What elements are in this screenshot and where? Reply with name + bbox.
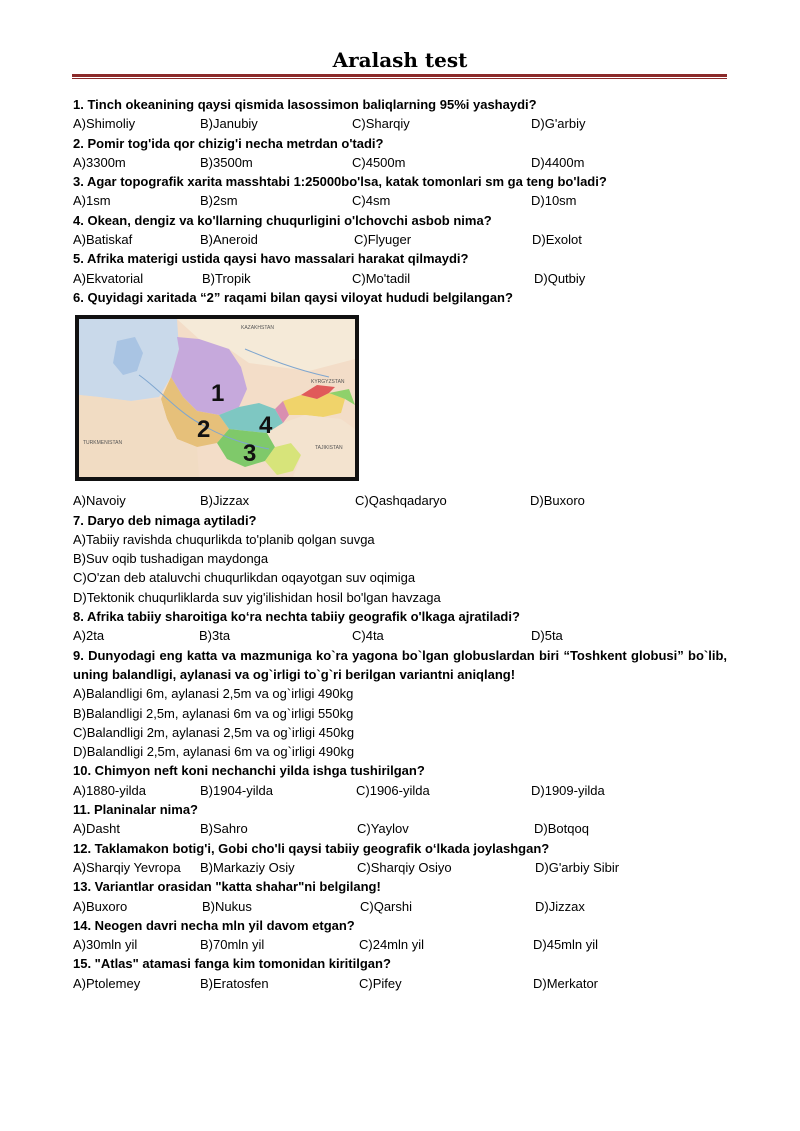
map-number-3: 3 (243, 440, 257, 468)
title-rule-thin (72, 78, 727, 79)
option-row (73, 935, 727, 954)
option-row (73, 153, 727, 172)
option-a[interactable]: A)Buxoro (73, 898, 128, 914)
option-a[interactable]: A)Tabiiy ravishda chuqurlikda to'planib qolgan suvga (73, 531, 375, 547)
option-c[interactable]: C)Pifey (359, 975, 402, 991)
option-b[interactable]: B)Balandligi 2,5m, aylanasi 6m va og`irligi 550kg (73, 705, 354, 721)
option-row (73, 897, 727, 916)
option-b[interactable]: B)Markaziy Osiy (200, 859, 295, 875)
question-text: 9. Dunyodagi eng katta va mazmuniga ko`ra yagona bo`lgan globuslardan biri “Toshkent globusi” bo`lib, uning balandligi, aylanasi va og`irligi to`g`ri berilgan variantni aniqlang! (73, 647, 727, 682)
option-b[interactable]: B)Janubiy (200, 116, 258, 132)
option-row (73, 819, 727, 838)
option-d[interactable]: D)Merkator (533, 975, 599, 991)
option-b[interactable]: B)Tropik (202, 270, 251, 286)
option-d[interactable]: D)G'arbiy Sibir (535, 859, 620, 875)
question-text: 11. Planinalar nima? (73, 802, 198, 818)
question-text: 8. Afrika tabiiy sharoitiga ko‘ra nechta tabiiy geografik o'lkaga ajratiladi? (73, 609, 520, 625)
option-row (73, 626, 727, 645)
option-d[interactable]: D)G'arbiy (531, 116, 586, 132)
option-c[interactable]: C)4500m (352, 154, 406, 170)
option-a[interactable]: A)Ptolemey (73, 975, 141, 991)
option-a[interactable]: A)Dasht (73, 821, 120, 837)
option-c[interactable]: C)4ta (352, 628, 384, 644)
option-b[interactable]: B)3ta (199, 628, 231, 644)
option-d[interactable]: D)Tektonik chuqurliklarda suv yig'ilishidan hosil bo'lgan havzaga (73, 589, 441, 605)
option-row (73, 114, 727, 133)
map-number-4: 4 (259, 412, 273, 440)
option-d[interactable]: D)10sm (531, 193, 577, 209)
page-title: Aralash test (332, 48, 468, 72)
option-row (73, 269, 727, 288)
map-number-1: 1 (211, 380, 225, 408)
option-b[interactable]: B)3500m (200, 154, 253, 170)
option-row (73, 858, 727, 877)
option-c[interactable]: C)Flyuger (354, 232, 412, 248)
option-a[interactable]: A)Ekvatorial (73, 270, 144, 286)
question-text: 7. Daryo deb nimaga aytiladi? (73, 512, 257, 528)
map-label-kazakhstan: KAZAKHSTAN (241, 325, 274, 332)
option-b[interactable]: B)Suv oqib tushadigan maydonga (73, 551, 269, 567)
question-text: 12. Taklamakon botig'i, Gobi cho'li qaysi tabiiy geografik o‘lkada joylashgan? (73, 840, 550, 856)
question-text: 4. Okean, dengiz va ko'llarning chuqurligini o'lchovchi asbob nima? (73, 212, 492, 228)
option-b[interactable]: B)2sm (200, 193, 238, 209)
question-text: 10. Chimyon neft koni nechanchi yilda ishga tushirilgan? (73, 763, 425, 779)
option-c[interactable]: C)Qarshi (360, 898, 413, 914)
option-c[interactable]: C)1906-yilda (356, 782, 430, 798)
option-d[interactable]: D)5ta (531, 628, 563, 644)
option-a[interactable]: A)2ta (73, 628, 105, 644)
option-a[interactable]: A)3300m (73, 154, 126, 170)
map-label-kyrgyzstan: KYRGYZSTAN (311, 379, 345, 386)
title-rule-thick (72, 74, 727, 77)
option-b[interactable]: B)Eratosfen (200, 975, 269, 991)
option-c[interactable]: C)4sm (352, 193, 391, 209)
option-a[interactable]: A)1880-yilda (73, 782, 146, 798)
question-text: 15. "Atlas" atamasi fanga kim tomonidan kiritilgan? (73, 956, 391, 972)
option-d[interactable]: D)Qutbiy (534, 270, 586, 286)
map-graphic (79, 319, 355, 477)
option-row (73, 491, 727, 510)
map-number-2: 2 (197, 416, 211, 444)
option-b[interactable]: B)1904-yilda (200, 782, 273, 798)
option-row (73, 230, 727, 249)
option-a[interactable]: A)Batiskaf (73, 232, 133, 248)
option-d[interactable]: D)45mln yil (533, 937, 599, 953)
question-text: 14. Neogen davri necha mln yil davom etgan? (73, 917, 355, 933)
option-d[interactable]: D)Botqoq (534, 821, 589, 837)
option-b[interactable]: B)Aneroid (200, 232, 258, 248)
option-b[interactable]: B)Jizzax (200, 493, 250, 509)
option-a[interactable]: A)Shimoliy (73, 116, 136, 132)
question-text: 6. Quyidagi xaritada “2” raqami bilan qaysi viloyat hududi belgilangan? (73, 289, 513, 305)
option-a[interactable]: A)30mln yil (73, 937, 138, 953)
option-c[interactable]: C)O'zan deb ataluvchi chuqurlikdan oqayotgan suv oqimiga (73, 570, 416, 586)
option-b[interactable]: B)Sahro (200, 821, 248, 837)
map-label-turkmenistan: TURKMENISTAN (83, 440, 123, 447)
option-a[interactable]: A)Sharqiy Yevropa (73, 859, 181, 875)
option-row (73, 191, 727, 210)
option-d[interactable]: D)4400m (531, 154, 585, 170)
option-d[interactable]: D)Exolot (532, 232, 582, 248)
option-a[interactable]: A)Navoiy (73, 493, 126, 509)
option-d[interactable]: D)1909-yilda (531, 782, 605, 798)
option-c[interactable]: C)Yaylov (357, 821, 409, 837)
map-label-tajikistan: TAJIKISTAN (315, 445, 343, 452)
question-list (73, 95, 727, 993)
option-b[interactable]: B)70mln yil (200, 937, 265, 953)
option-c[interactable]: C)Qashqadaryo (355, 493, 447, 509)
option-d[interactable]: D)Jizzax (535, 898, 585, 914)
option-c[interactable]: C)Sharqiy Osiyo (357, 859, 452, 875)
option-row (73, 781, 727, 800)
question-text: 5. Afrika materigi ustida qaysi havo massalari harakat qilmaydi? (73, 251, 469, 267)
uzbekistan-map (75, 315, 359, 481)
option-b[interactable]: B)Nukus (202, 898, 252, 914)
option-d[interactable]: D)Buxoro (530, 493, 585, 509)
option-c[interactable]: C)Sharqiy (352, 116, 410, 132)
question-text: 13. Variantlar orasidan "katta shahar"ni belgilang! (73, 879, 381, 895)
option-c[interactable]: C)Balandligi 2m, aylanasi 2,5m va og`irligi 450kg (73, 724, 355, 740)
question-text: 2. Pomir tog'ida qor chizig'i necha metrdan o'tadi? (73, 135, 384, 151)
question-text: 3. Agar topografik xarita masshtabi 1:25000bo'lsa, katak tomonlari sm ga teng bo'ladi? (73, 174, 607, 190)
option-d[interactable]: D)Balandligi 2,5m, aylanasi 6m va og`irligi 490kg (73, 744, 355, 760)
option-row (73, 974, 727, 993)
question-text: 1. Tinch okeanining qaysi qismida lasossimon baliqlarning 95%i yashaydi? (73, 97, 537, 112)
option-a[interactable]: A)Balandligi 6m, aylanasi 2,5m va og`irligi 490kg (73, 686, 354, 702)
option-c[interactable]: C)24mln yil (359, 937, 425, 953)
option-c[interactable]: C)Mo'tadil (352, 270, 411, 286)
option-a[interactable]: A)1sm (73, 193, 111, 209)
